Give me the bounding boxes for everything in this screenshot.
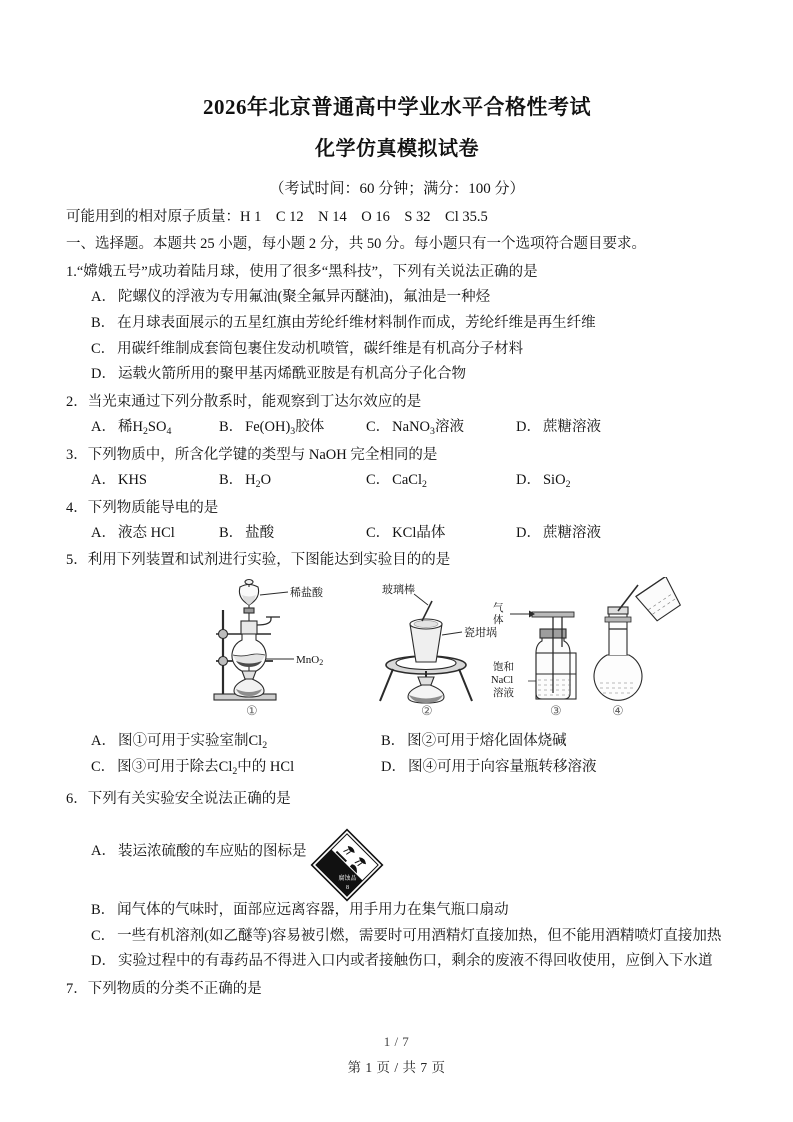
option-label: D． xyxy=(516,419,541,436)
option-b[interactable] xyxy=(66,311,728,337)
chemical-formula: $Cl_2$ xyxy=(218,759,238,777)
question-5 xyxy=(66,548,728,781)
option-label: A． xyxy=(91,419,116,436)
option-label: C． xyxy=(91,340,116,357)
option-d[interactable] xyxy=(516,415,601,441)
option-text: 装运浓硫酸的车应贴的图标是 xyxy=(117,843,307,860)
option-text: 液态 HCl xyxy=(117,524,175,541)
option-text: KCl晶体 xyxy=(392,524,446,541)
option-text: 实验过程中的有毒药品不得进入口内或者接触伤口，剩余的废液不得回收使用，应倒入下水道 xyxy=(117,953,713,970)
option-label: A． xyxy=(91,471,116,488)
option-d[interactable] xyxy=(66,949,728,975)
question-number: 7． xyxy=(66,981,88,998)
question-stem xyxy=(66,443,728,468)
option-label: C． xyxy=(366,419,391,436)
option-label: A． xyxy=(91,524,116,541)
option-a[interactable] xyxy=(91,415,219,441)
option-text: 图④可用于向容量瓶转移溶液 xyxy=(407,759,597,776)
label-nacl-line3: 溶液 xyxy=(493,687,514,700)
question-number: 2． xyxy=(66,394,88,411)
figure-number-row xyxy=(66,703,728,721)
question-text: 当光束通过下列分散系时，能观察到丁达尔效应的是 xyxy=(87,394,422,411)
question-number: 1. xyxy=(66,263,77,280)
figure-number-4: ④ xyxy=(612,703,624,719)
apparatus-2-crucible xyxy=(380,601,472,703)
option-row xyxy=(66,521,728,547)
option-text: 中的 HCl xyxy=(237,759,295,776)
option-c[interactable] xyxy=(66,924,728,950)
option-text: 蔗糖溶液 xyxy=(542,419,601,436)
page-content xyxy=(66,92,728,1004)
option-c[interactable] xyxy=(91,755,381,781)
figure-number-3: ③ xyxy=(550,703,562,719)
label-nacl-line2: NaCl xyxy=(491,675,514,687)
option-text: 溶液 xyxy=(434,419,464,436)
option-row xyxy=(66,468,728,494)
figure-number-2: ② xyxy=(421,703,433,719)
option-label: B． xyxy=(219,419,244,436)
section-heading: 一、选择题。本题共 25 小题，每小题 2 分，共 50 分。每小题只有一个选项符合题目要求。 xyxy=(66,236,646,253)
option-b[interactable] xyxy=(219,521,366,547)
question-stem xyxy=(66,260,728,285)
option-row xyxy=(66,415,728,441)
question-2 xyxy=(66,390,728,441)
label-crucible: 瓷坩埚 xyxy=(464,627,497,640)
option-label: C． xyxy=(91,759,116,776)
apparatus-3-gas-washing-bottle xyxy=(532,612,576,699)
chemical-formula: NaNO$_3$ xyxy=(392,419,435,437)
label-glass-rod: 玻璃棒 xyxy=(382,584,415,597)
chemical-formula: $H_2O$ xyxy=(245,471,272,490)
option-d[interactable] xyxy=(516,521,601,547)
option-d[interactable] xyxy=(66,362,728,388)
question-text: 下列物质的分类不正确的是 xyxy=(87,981,262,998)
page-number-latin: 1 / 7 xyxy=(383,1034,410,1049)
option-text: 稀 xyxy=(117,419,133,436)
option-text: 图③可用于除去 xyxy=(117,759,219,776)
question-1 xyxy=(66,260,728,388)
option-a[interactable] xyxy=(66,828,728,891)
question-4 xyxy=(66,496,728,547)
option-label: A． xyxy=(91,733,116,750)
question-stem xyxy=(66,787,728,812)
question-text: “嫦娥五号”成功着陆月球，使用了很多“黑科技”，下列有关说法正确的是 xyxy=(76,263,538,280)
question-6 xyxy=(66,787,728,975)
option-text: 运载火箭所用的聚甲基丙烯酰亚胺是有机高分子化合物 xyxy=(117,366,466,383)
option-text: 在月球表面展示的五星红旗由芳纶纤维材料制作而成，芳纶纤维是再生纤维 xyxy=(117,314,596,331)
option-a[interactable] xyxy=(91,521,219,547)
chemical-formula: CaCl$_2$ xyxy=(392,471,427,490)
option-label: C． xyxy=(91,927,116,944)
question-text: 下列物质能导电的是 xyxy=(87,499,219,516)
option-label: D． xyxy=(91,366,116,383)
option-label: D． xyxy=(516,471,541,488)
question-stem xyxy=(66,496,728,521)
apparatus-1-gas-generator xyxy=(214,580,280,701)
page-title: 2026年北京普通高中学业水平合格性考试 xyxy=(203,95,591,119)
option-d[interactable] xyxy=(516,468,570,494)
chemical-formula: $Cl_2$ xyxy=(248,733,268,751)
question-number: 6． xyxy=(66,790,88,807)
placard-class-number: 8 xyxy=(345,884,349,891)
page-subtitle: 化学仿真模拟试卷 xyxy=(315,137,479,160)
chemical-formula: $H_2SO_4$ xyxy=(132,419,172,437)
label-mno2: MnO2 xyxy=(296,654,324,668)
question-7 xyxy=(66,977,728,1002)
option-label: B． xyxy=(219,471,244,488)
option-a[interactable] xyxy=(66,285,728,311)
option-text: 陀螺仪的浮液为专用氟油(聚全氟异丙醚油)，氟油是一种烃 xyxy=(117,288,491,305)
label-gas-line2: 体 xyxy=(493,614,504,627)
option-c[interactable] xyxy=(366,415,516,441)
option-b[interactable] xyxy=(219,468,366,494)
label-nacl-line1: 饱和 xyxy=(493,661,514,674)
option-label: B． xyxy=(381,733,406,750)
option-text: 一些有机溶剂(如乙醚等)容易被引燃，需要时可用酒精灯直接加热，但不能用酒精喷灯直接加热 xyxy=(117,927,722,944)
option-b[interactable] xyxy=(381,729,567,755)
option-b[interactable] xyxy=(219,415,366,441)
option-text: 用碳纤维制成套筒包裹住发动机喷管，碳纤维是有机高分子材料 xyxy=(117,340,524,357)
question-text: 利用下列装置和试剂进行实验，下图能达到实验目的的是 xyxy=(87,552,451,569)
option-text: 蔗糖溶液 xyxy=(542,524,601,541)
option-label: C． xyxy=(366,524,391,541)
question-stem xyxy=(66,548,728,573)
question-3 xyxy=(66,443,728,494)
option-a[interactable] xyxy=(91,729,381,755)
question-number: 4． xyxy=(66,499,88,516)
gas-inlet-arrow xyxy=(510,611,535,618)
option-label: B． xyxy=(91,314,116,331)
option-label: C． xyxy=(366,471,391,488)
option-c[interactable] xyxy=(366,521,516,547)
option-text: 图②可用于熔化固体烧碱 xyxy=(407,733,567,750)
label-gas-line1: 气 xyxy=(493,602,504,615)
figure-number-1: ① xyxy=(246,703,258,719)
option-label: D． xyxy=(91,953,116,970)
option-label: D． xyxy=(516,524,541,541)
option-d[interactable] xyxy=(381,755,596,781)
atomic-masses: 可能用到的相对原子质量：H 1 C 12 N 14 O 16 S 32 Cl 35.5 xyxy=(66,209,488,225)
question-text: 下列有关实验安全说法正确的是 xyxy=(87,790,291,807)
chemical-formula: KHS xyxy=(117,471,147,488)
option-text: 图①可用于实验室制 xyxy=(117,733,249,750)
option-a[interactable] xyxy=(91,468,219,494)
option-label: D． xyxy=(381,759,406,776)
corrosive-hazard-placard-icon xyxy=(310,828,384,902)
chemical-formula: SiO$_2$ xyxy=(542,471,571,490)
question-text: 下列物质中，所含化学键的类型与 NaOH 完全相同的是 xyxy=(87,446,438,463)
question-number: 5． xyxy=(66,552,88,569)
label-dilute-hydrochloric-acid: 稀盐酸 xyxy=(290,587,323,600)
option-label: A． xyxy=(91,843,116,860)
apparatus-figure xyxy=(66,577,728,727)
option-text: 胶体 xyxy=(295,419,325,436)
option-label: B． xyxy=(91,901,116,918)
chemical-formula: $Fe(OH)_3$ xyxy=(245,419,296,437)
question-number: 3． xyxy=(66,446,88,463)
option-text: 盐酸 xyxy=(245,524,275,541)
option-c[interactable] xyxy=(366,468,516,494)
exam-meta: （考试时间：60 分钟；满分：100 分） xyxy=(269,180,525,197)
option-row xyxy=(66,755,728,781)
option-c[interactable] xyxy=(66,337,728,363)
option-b[interactable] xyxy=(66,898,728,924)
question-stem xyxy=(66,977,728,1002)
option-row xyxy=(66,729,728,755)
option-label: B． xyxy=(219,524,244,541)
placard-text: 腐蚀品 xyxy=(338,875,357,882)
option-text: 闻气体的气味时，面部应远离容器，用手用力在集气瓶口扇动 xyxy=(117,901,509,918)
option-label: A． xyxy=(91,288,116,305)
page-footer xyxy=(0,1034,793,1076)
apparatus-4-volumetric-flask xyxy=(594,577,684,700)
question-stem xyxy=(66,390,728,415)
page-number-chinese: 第 1 页 / 共 7 页 xyxy=(347,1060,446,1075)
